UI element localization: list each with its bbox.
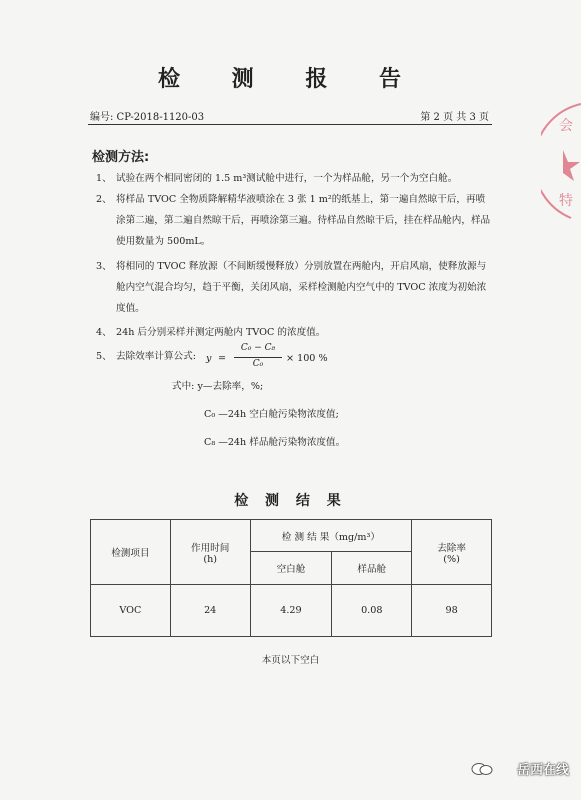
header-rate-unit: (%) [443,553,460,565]
cell-blank: 4.29 [250,585,332,637]
header-time-unit: (h) [203,553,218,565]
results-table [90,519,492,637]
method-step-4 [96,322,492,343]
svg-text:会: 会 [559,118,573,134]
header-blank: 空白舱 [250,552,332,585]
step-number: 1、 [96,173,112,184]
step-number: 2、 [96,194,112,205]
formula-y: y [206,353,212,364]
step-number: 4、 [96,327,112,338]
fraction-bar [234,357,282,358]
definition-y: 式中: y—去除率，%; [172,381,264,392]
document-number: 编号: CP-2018-1120-03 [90,112,205,123]
formula-multiplier: × 100 % [286,353,328,364]
method-step-3 [96,256,492,319]
step-text: 将样品 TVOC 全物质降解精华液喷涂在 3 张 1 m²的纸基上，第一遍自然晾干后，再喷涂第二遍，第二遍自然晾干后，再喷涂第三遍。待样品自然晾干后，挂在样品舱内，样品使用数量为 500mL。 [116,194,491,247]
cell-sample: 0.08 [332,585,412,637]
watermark-text: 岳西在线 [516,763,569,778]
header-time-label: 作用时间 [190,542,230,554]
method-step-1 [96,168,492,189]
step-text: 将相同的 TVOC 释放源（不间断缓慢释放）分别放置在两舱内，开启风扇，使释放源与舱内空气混合均匀，趋于平衡，关闭风扇，采样检测舱内空气中的 TVOC 浓度为初始浓度值。 [116,261,487,314]
method-step-2 [96,189,492,252]
method-heading: 检测方法: [92,150,150,165]
cell-time: 24 [170,585,250,637]
definition-c0: C₀ —24h 空白舱污染物浓度值; [204,409,339,420]
red-stamp-fragment [541,100,581,220]
step-text: 24h 后分别采样并测定两舱内 TVOC 的浓度值。 [116,327,326,338]
page-title: 检 测 报 告 [158,67,423,92]
page-number: 第 2 页 共 3 页 [420,112,489,123]
header-sample: 样品舱 [332,552,412,585]
formula-denominator: C₀ [252,359,264,369]
removal-rate-formula [206,343,326,379]
header-rule [88,124,492,125]
step-number: 3、 [96,261,112,272]
step-text: 试验在两个相同密闭的 1.5 m³测试舱中进行，一个为样品舱，另一个为空白舱。 [116,173,458,184]
header-rate [412,520,492,585]
cell-item: VOC [91,585,171,637]
formula-numerator: C₀ − C₈ [240,343,276,353]
step-number: 5、 [96,351,112,362]
header-item: 检测项目 [91,520,171,585]
header-rate-label: 去除率 [437,542,466,554]
blank-note: 本页以下空白 [261,655,320,666]
cell-rate: 98 [412,585,492,637]
formula-equals: = [218,353,227,364]
table-row [91,585,492,637]
step-text: 去除效率计算公式: [116,351,196,362]
definition-c8: C₈ —24h 样品舱污染物浓度值。 [204,437,346,448]
results-heading: 检 测 结 果 [234,493,347,509]
svg-text:特: 特 [559,193,573,209]
wechat-icon [471,762,493,776]
header-result: 检 测 结 果（mg/m³） [250,520,412,552]
header-time [170,520,250,585]
